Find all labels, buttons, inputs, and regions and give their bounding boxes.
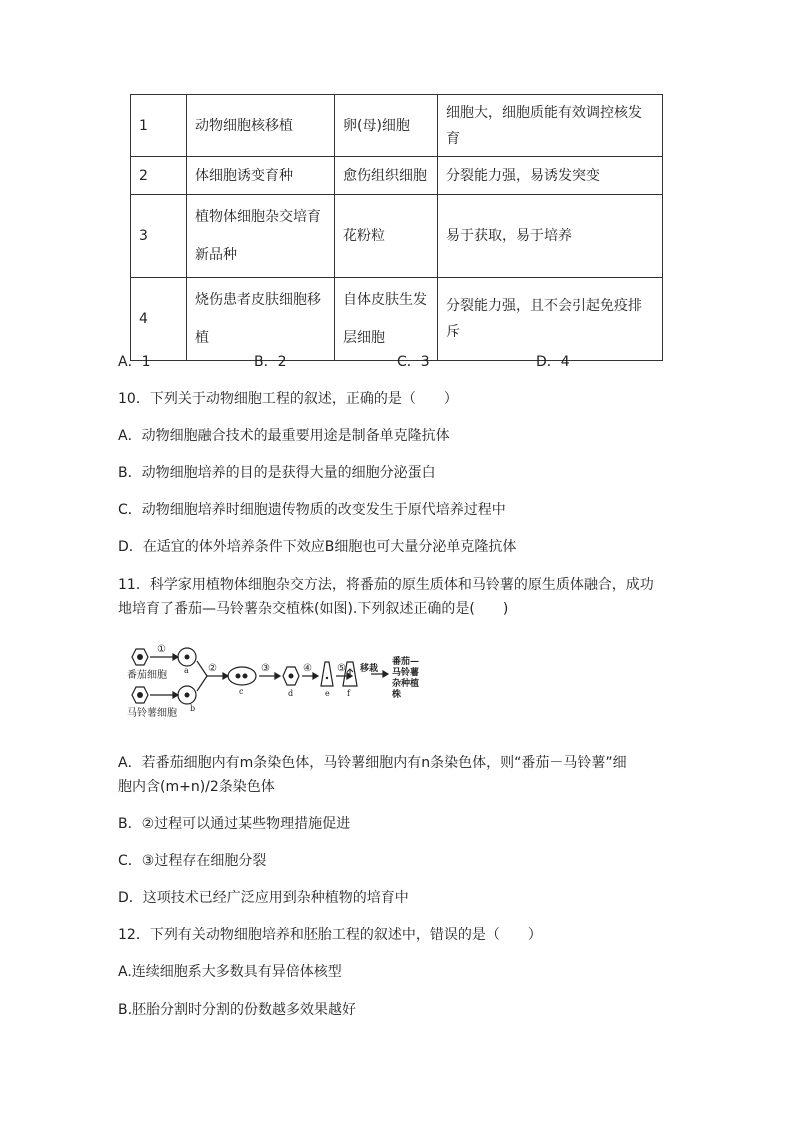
question-10-option-b: B．动物细胞培养的目的是获得大量的细胞分泌蛋白 xyxy=(118,465,436,481)
label-b: b xyxy=(190,704,196,713)
question-12-option-b: B.胚胎分割时分割的份数越多效果越好 xyxy=(118,1002,357,1018)
step-1-label: ① xyxy=(157,644,166,655)
question-11-option-a-continued: 胞内含(m+n)/2条染色体 xyxy=(118,779,275,795)
technique-cell: 体细胞诱变育种 xyxy=(187,157,335,195)
label-a: a xyxy=(184,666,189,675)
question-11-option-c: C．③过程存在细胞分裂 xyxy=(118,853,267,869)
question-10-stem: 10．下列关于动物细胞工程的叙述，正确的是（ ） xyxy=(118,391,458,407)
table-row xyxy=(131,278,663,361)
label-f: f xyxy=(347,689,350,698)
option-a: A．1 xyxy=(118,354,151,370)
hybridization-diagram xyxy=(125,640,425,722)
question-12-option-a: A.连续细胞系大多数具有异倍体核型 xyxy=(118,964,342,980)
row-number: 2 xyxy=(131,157,187,195)
material-cell: 卵(母)细胞 xyxy=(335,95,438,157)
question-11-option-b: B．②过程可以通过某些物理措施促进 xyxy=(118,816,351,832)
question-10-option-d: D．在适宜的体外培养条件下效应B细胞也可大量分泌单克隆抗体 xyxy=(118,539,517,555)
question-12-stem: 12．下列有关动物细胞培养和胚胎工程的叙述中，错误的是（ ） xyxy=(118,927,542,943)
table-row xyxy=(131,157,663,195)
label-d: d xyxy=(288,689,294,698)
reason-cell: 易于获取，易于培养 xyxy=(438,195,663,278)
option-d: D．4 xyxy=(536,354,570,370)
row-number: 4 xyxy=(131,278,187,361)
step-2-label: ② xyxy=(208,663,217,674)
fused-cell-c xyxy=(228,667,256,685)
question-10-option-c: C．动物细胞培养时细胞遗传物质的改变发生于原代培养过程中 xyxy=(118,502,506,518)
step-3-label: ③ xyxy=(261,663,270,674)
result-line-4: 株 xyxy=(392,690,402,700)
reason-cell: 分裂能力强，易诱发突变 xyxy=(438,157,663,195)
question-11-stem: 11．科学家用植物体细胞杂交方法，将番茄的原生质体和马铃薯的原生质体融合，成功 xyxy=(118,577,654,593)
step-5-label: ⑤ xyxy=(337,663,346,674)
reason-cell: 分裂能力强，且不会引起免疫排斥 xyxy=(438,278,663,361)
material-cell: 愈伤组织细胞 xyxy=(335,157,438,195)
culture-flask-e xyxy=(321,662,333,686)
technique-cell: 动物细胞核移植 xyxy=(187,95,335,157)
potato-cell-label: 马铃薯细胞 xyxy=(127,708,177,719)
option-c: C．3 xyxy=(397,354,430,370)
question-10-option-a: A．动物细胞融合技术的最重要用途是制备单克隆抗体 xyxy=(118,428,450,444)
technique-cell: 烧伤患者皮肤细胞移植 xyxy=(187,278,335,361)
tomato-cell-label: 番茄细胞 xyxy=(127,670,167,681)
question-11-option-d: D．这项技术已经广泛应用到杂种植物的培育中 xyxy=(118,890,409,906)
question-9-table xyxy=(130,94,663,361)
question-11-stem-continued: 地培育了番茄—马铃薯杂交植株(如图).下列叙述正确的是( ) xyxy=(118,601,509,617)
option-b: B．2 xyxy=(254,354,287,370)
reason-cell: 细胞大，细胞质能有效调控核发育 xyxy=(438,95,663,157)
table-row xyxy=(131,195,663,278)
result-line-2: 马铃薯 xyxy=(392,668,420,678)
table-row xyxy=(131,95,663,157)
technique-cell: 植物体细胞杂交培育新品种 xyxy=(187,195,335,278)
step-4-label: ④ xyxy=(303,663,312,674)
label-c: c xyxy=(239,687,244,696)
result-line-3: 杂种植 xyxy=(392,679,420,689)
material-cell: 花粉粒 xyxy=(335,195,438,278)
row-number: 1 xyxy=(131,95,187,157)
question-9-options xyxy=(118,351,718,371)
question-11-option-a: A．若番茄细胞内有m条染色体，马铃薯细胞内有n条染色体，则“番茄－马铃薯”细 xyxy=(118,755,627,771)
label-e: e xyxy=(325,689,330,698)
row-number: 3 xyxy=(131,195,187,278)
result-line-1: 番茄— xyxy=(392,657,420,667)
transplant-label: 移栽 xyxy=(360,664,379,674)
material-cell: 自体皮肤生发层细胞 xyxy=(335,278,438,361)
